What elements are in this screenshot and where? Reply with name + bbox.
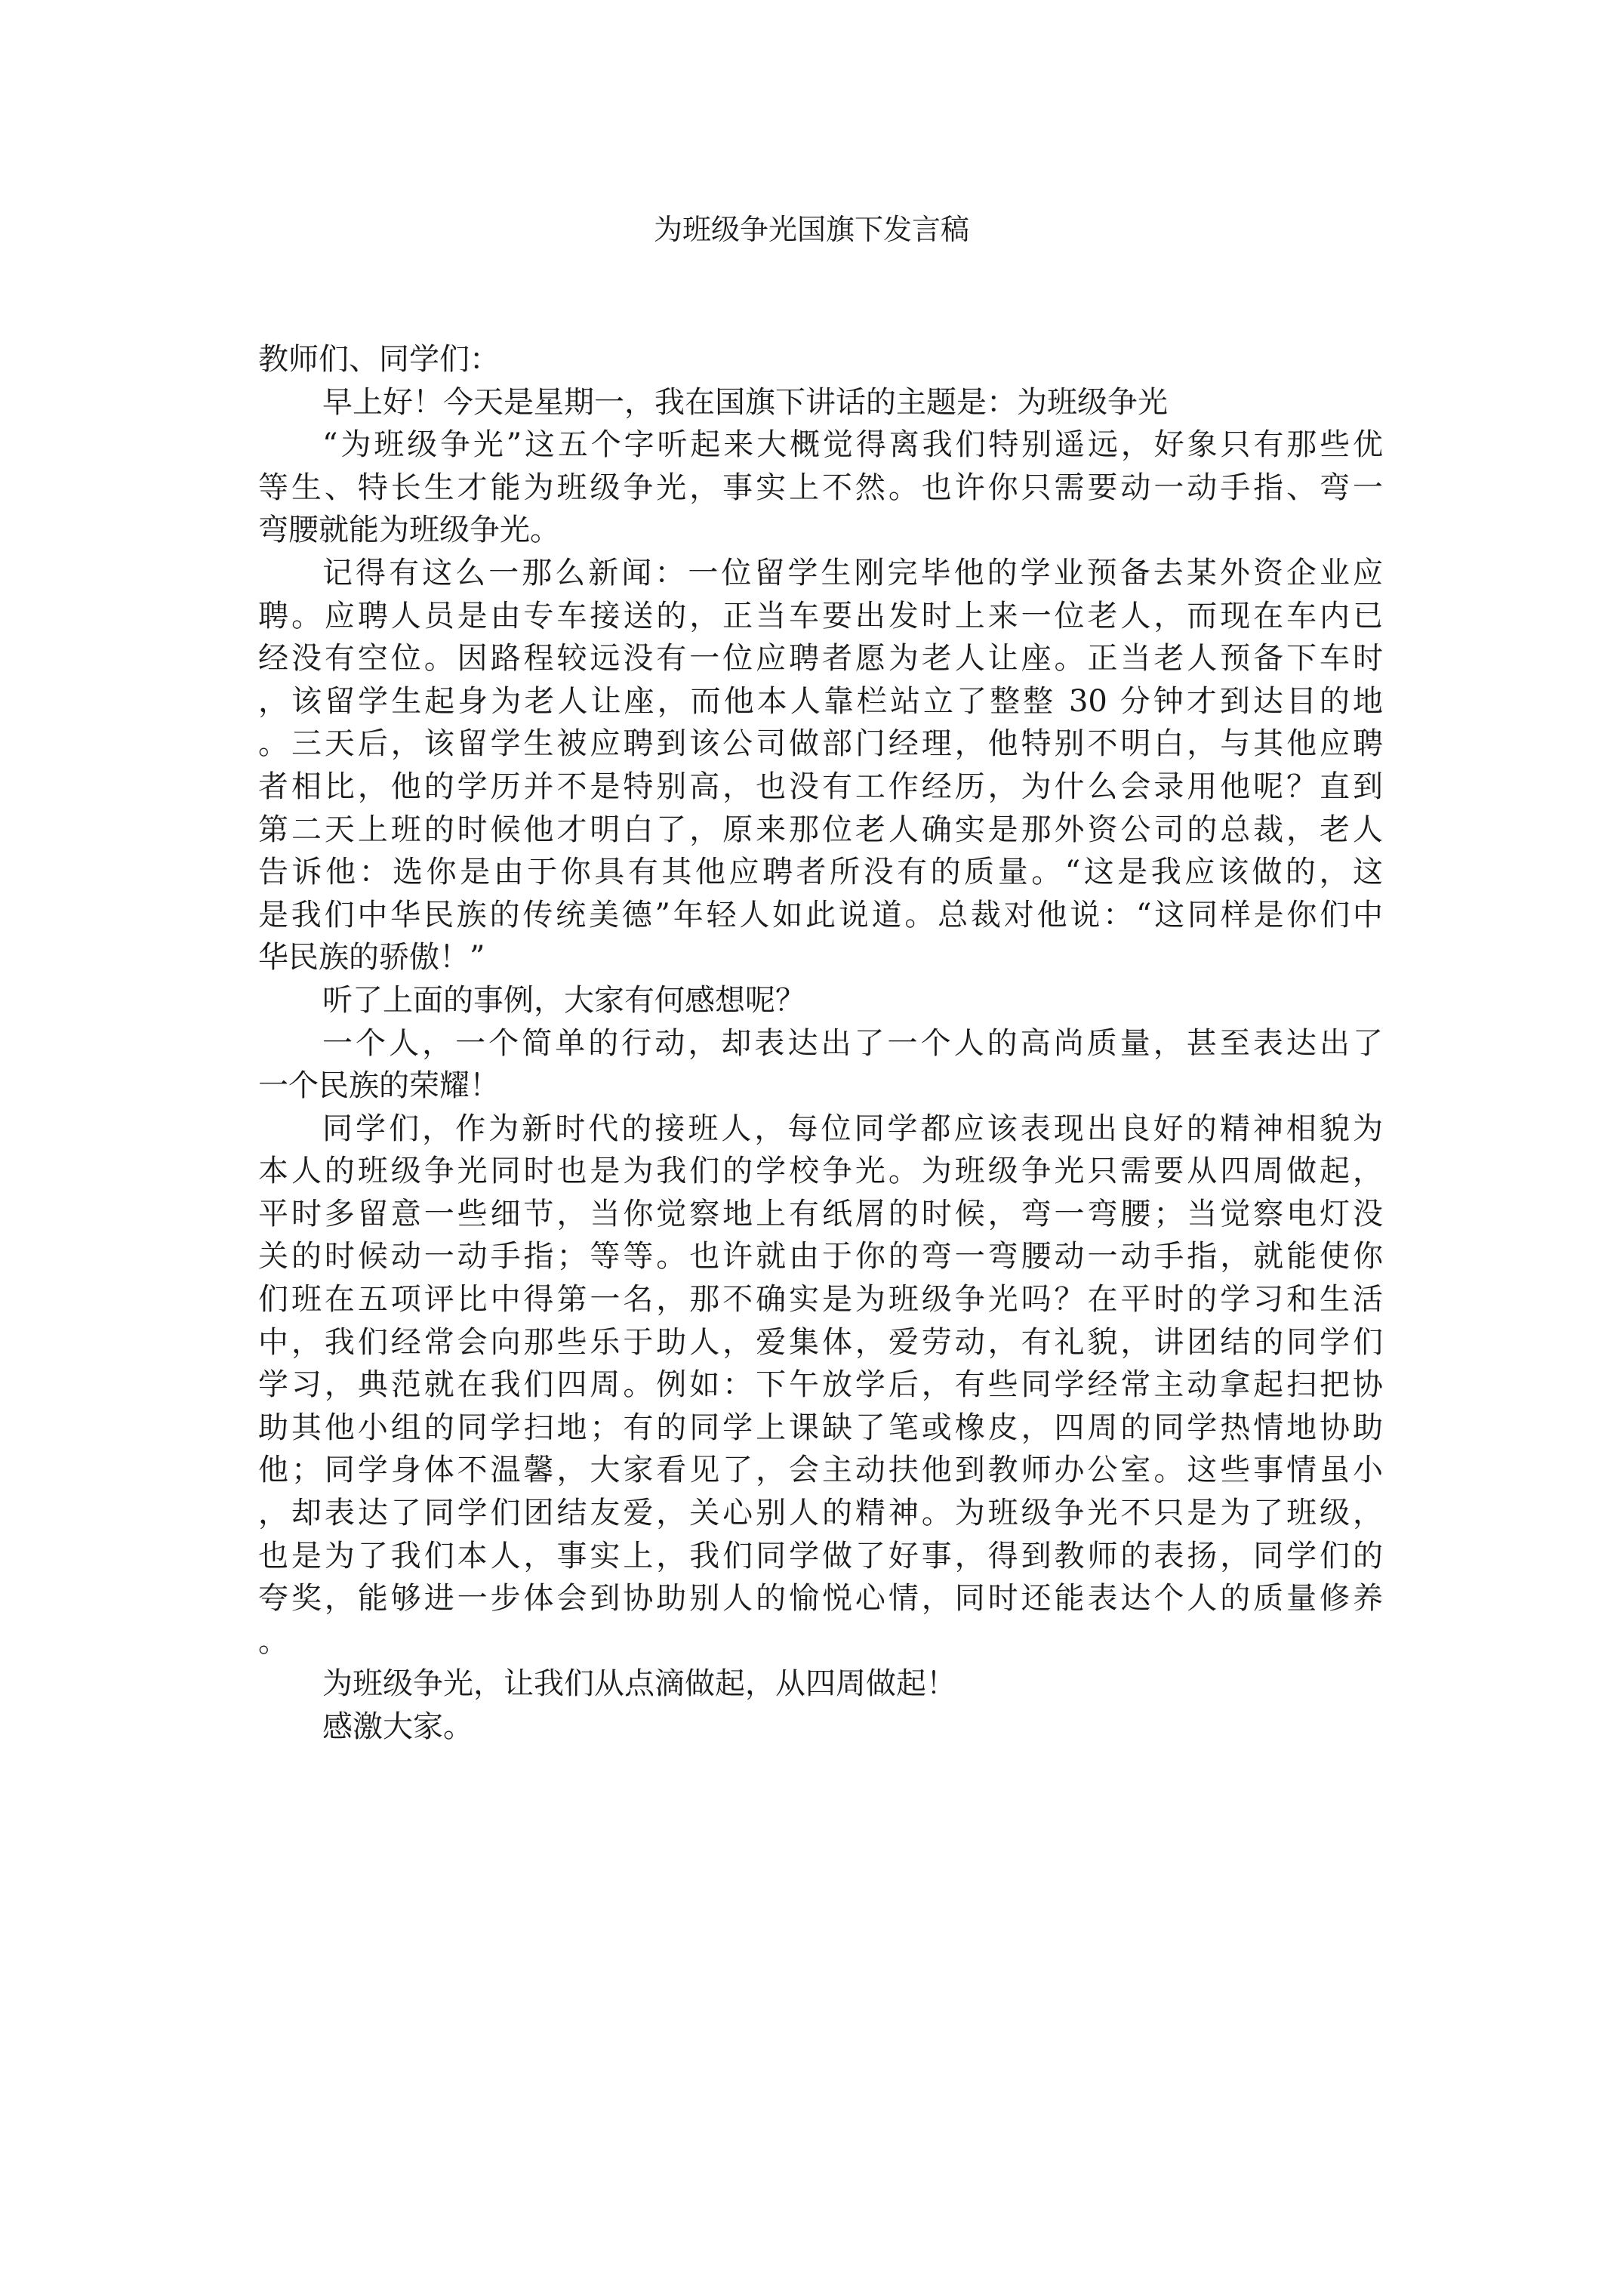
text-line: 。三天后，该留学生被应聘到该公司做部门经理，他特别不明白，与其他应聘 (258, 726, 1383, 762)
text-line: 一个民族的荣耀！ (258, 1068, 500, 1104)
text-line: 是我们中华民族的传统美德”年轻人如此说道。总裁对他说：“这同样是你们中 (258, 897, 1383, 932)
text-line: 聘。应聘人员是由专车接送的，正当车要出发时上来一位老人，而现在车内已 (258, 598, 1383, 633)
text-line: 感激大家。 (322, 1709, 473, 1744)
text-line: 一个人，一个简单的行动，却表达出了一个人的高尚质量，甚至表达出了 (322, 1025, 1383, 1061)
text-line: 告诉他：选你是由于你具有其他应聘者所没有的质量。“这是我应该做的，这 (258, 855, 1383, 890)
text-line: 弯腰就能为班级争光。 (258, 513, 560, 548)
text-line: 记得有这么一那么新闻：一位留学生刚完毕他的学业预备去某外资企业应 (322, 555, 1383, 590)
text-line: 本人的班级争光同时也是为我们的学校争光。为班级争光只需要从四周做起， (258, 1154, 1383, 1189)
text-line: 夸奖，能够进一步体会到协助别人的愉悦心情，同时还能表达个人的质量修养 (258, 1581, 1383, 1616)
text-line: 中，我们经常会向那些乐于助人，爱集体，爱劳动，有礼貌，讲团结的同学们 (258, 1324, 1383, 1360)
text-line: 者相比，他的学历并不是特别高，也没有工作经历，为什么会录用他呢？直到 (258, 769, 1383, 804)
text-line: 第二天上班的时候他才明白了，原来那位老人确实是那外资公司的总裁，老人 (258, 812, 1383, 847)
text-line: 教师们、同学们： (258, 342, 500, 377)
text-line: ，却表达了同学们团结友爱，关心别人的精神。为班级争光不只是为了班级， (258, 1496, 1383, 1531)
text-line: 平时多留意一些细节，当你觉察地上有纸屑的时候，弯一弯腰；当觉察电灯没 (258, 1196, 1383, 1231)
text-line: 们班在五项评比中得第一名，那不确实是为班级争光吗？在平时的学习和生活 (258, 1282, 1383, 1318)
text-line: 学习，典范就在我们四周。例如：下午放学后，有些同学经常主动拿起扫把协 (258, 1367, 1383, 1403)
document-body (258, 338, 1383, 1749)
text-line: 同学们，作为新时代的接班人，每位同学都应该表现出良好的精神相貌为 (322, 1111, 1383, 1146)
document-title: 为班级争光国旗下发言稿 (653, 213, 969, 246)
text-line: 为班级争光，让我们从点滴做起，从四周做起！ (322, 1666, 956, 1702)
text-line: 关的时候动一动手指；等等。也许就由于你的弯一弯腰动一动手指，就能使你 (258, 1239, 1383, 1274)
text-line: 也是为了我们本人，事实上，我们同学做了好事，得到教师的表扬，同学们的 (258, 1538, 1383, 1573)
text-line: “为班级争光”这五个字听起来大概觉得离我们特别遥远，好象只有那些优 (322, 427, 1383, 463)
text-line: 。 (258, 1623, 288, 1659)
text-line: 经没有空位。因路程较远没有一位应聘者愿为老人让座。正当老人预备下车时 (258, 641, 1383, 676)
text-line: 华民族的骄傲！” (258, 940, 485, 975)
text-line: 助其他小组的同学扫地；有的同学上课缺了笔或橡皮，四周的同学热情地协助 (258, 1410, 1383, 1445)
text-line: 等生、特长生才能为班级争光，事实上不然。也许你只需要动一动手指、弯一 (258, 470, 1383, 505)
text-line: 早上好！今天是星期一，我在国旗下讲话的主题是：为班级争光 (322, 384, 1168, 420)
text-line: ，该留学生起身为老人让座，而他本人靠栏站立了整整 30 分钟才到达目的地 (258, 683, 1383, 719)
text-line: 听了上面的事例，大家有何感想呢？ (322, 982, 805, 1018)
text-line: 他；同学身体不温馨，大家看见了，会主动扶他到教师办公室。这些事情虽小 (258, 1453, 1383, 1488)
